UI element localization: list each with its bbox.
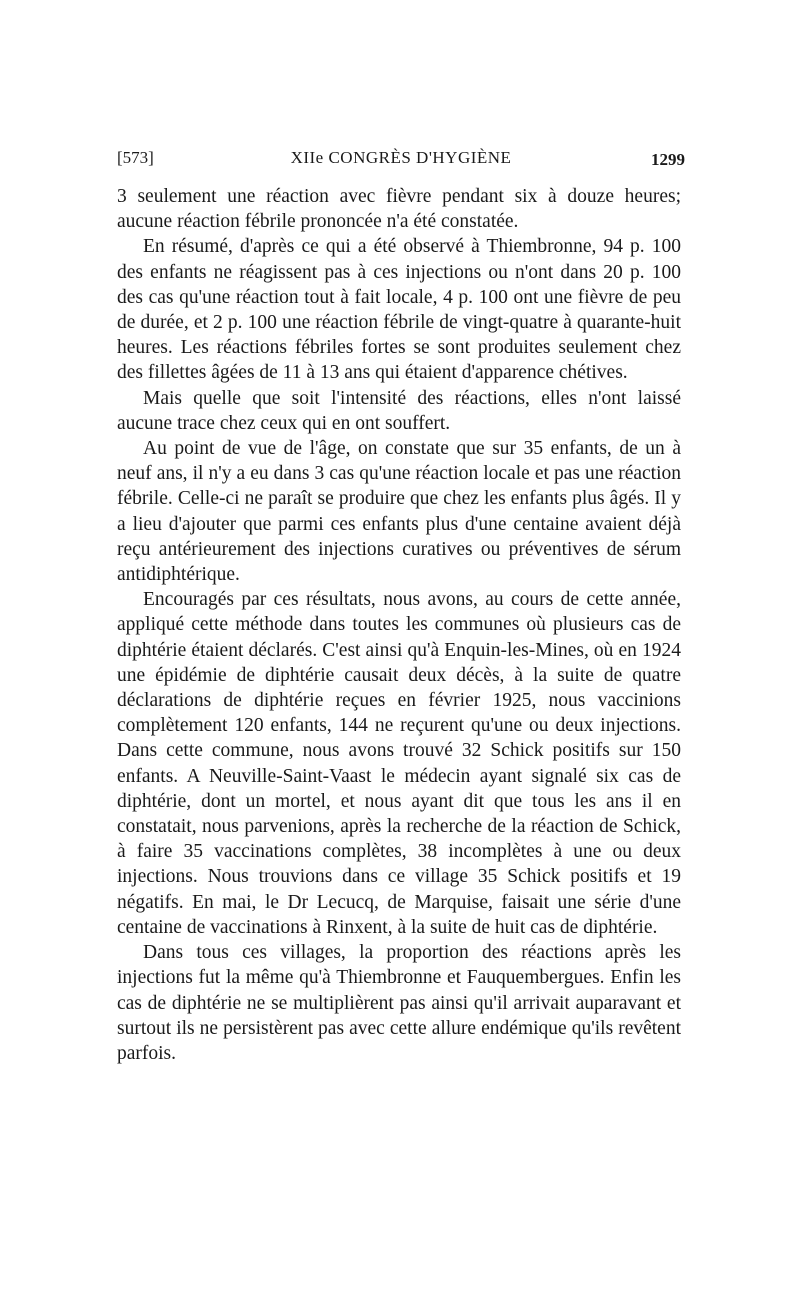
page-reference: [573] xyxy=(117,148,154,167)
paragraph-communes: Encouragés par ces résultats, nous avons, au cours de cette année, appliqué cette méthode dans toutes les communes où plusieurs cas de diphtérie étaient déclarés. C'est ainsi qu'à Enquin-les-Mines, où en 1924 une épidémie de diphtérie causait deux décès, à la suite de quatre déclarations de diphtérie reçues en février 1925, nous vaccinions complètement 120 enfants, 144 ne reçurent qu'une ou deux injections. Dans cette commune, nous avons trouvé 32 Schick positifs sur 150 enfants. A Neuville-Saint-Vaast le médecin ayant signalé six cas de diphtérie, dont un mortel, et nous ayant dit que tous les ans il en constatait, nous parvenions, après la recherche de la réaction de Schick, à faire 35 vaccinations complètes, 38 incomplètes à une ou deux injections. Nous trouvions dans ce village 35 Schick positifs et 19 négatifs. En mai, le Dr Lecucq, de Marquise, faisait une série d'une centaine de vaccinations à Rinxent, à la suite de huit cas de diphtérie. xyxy=(117,589,681,938)
page-number: 1299 xyxy=(651,150,685,169)
paragraph-summary: En résumé, d'après ce qui a été observé à Thiembronne, 94 p. 100 des enfants ne réagissent pas à ces injections ou n'ont dans 20 p. 100 des cas qu'une réaction tout à fait locale, 4 p. 100 ont une fièvre de peu de durée, et 2 p. 100 une réaction fébrile de vingt-quatre à quarante-huit heures. Les réactions fébriles fortes se sont produites seulement chez des fillettes âgées de 11 à 13 ans qui étaient d'apparence chétives. xyxy=(117,236,681,384)
paragraph-conclusion: Dans tous ces villages, la proportion des réactions après les injections fut la même qu'à Thiembronne et Fauquembergues. Enfin les cas de diphtérie ne se multiplièrent pas ainsi qu'il arrivait auparavant et surtout ils ne persistèrent pas avec cette allure endémique qu'ils revêtent parfois. xyxy=(117,942,681,1064)
paragraph-age: Au point de vue de l'âge, on constate que sur 35 enfants, de un à neuf ans, il n'y a eu dans 3 cas qu'une réaction locale et pas une réaction fébrile. Celle-ci ne paraît se produire que chez les enfants plus âgés. Il y a lieu d'ajouter que parmi ces enfants plus d'une centaine avaient déjà reçu antérieurement des injections curatives ou préventives de sérum antidiphtérique. xyxy=(117,438,681,586)
body-text xyxy=(117,184,681,1066)
running-header xyxy=(117,148,685,172)
running-title: XIIe CONGRÈS D'HYGIÈNE xyxy=(290,148,512,167)
paragraph-intensity: Mais quelle que soit l'intensité des réactions, elles n'ont laissé aucune trace chez ceux qui en ont souffert. xyxy=(117,387,681,434)
paragraph-continuation: 3 seulement une réaction avec fièvre pendant six à douze heures; aucune réaction fébrile prononcée n'a été constatée. xyxy=(117,186,681,233)
